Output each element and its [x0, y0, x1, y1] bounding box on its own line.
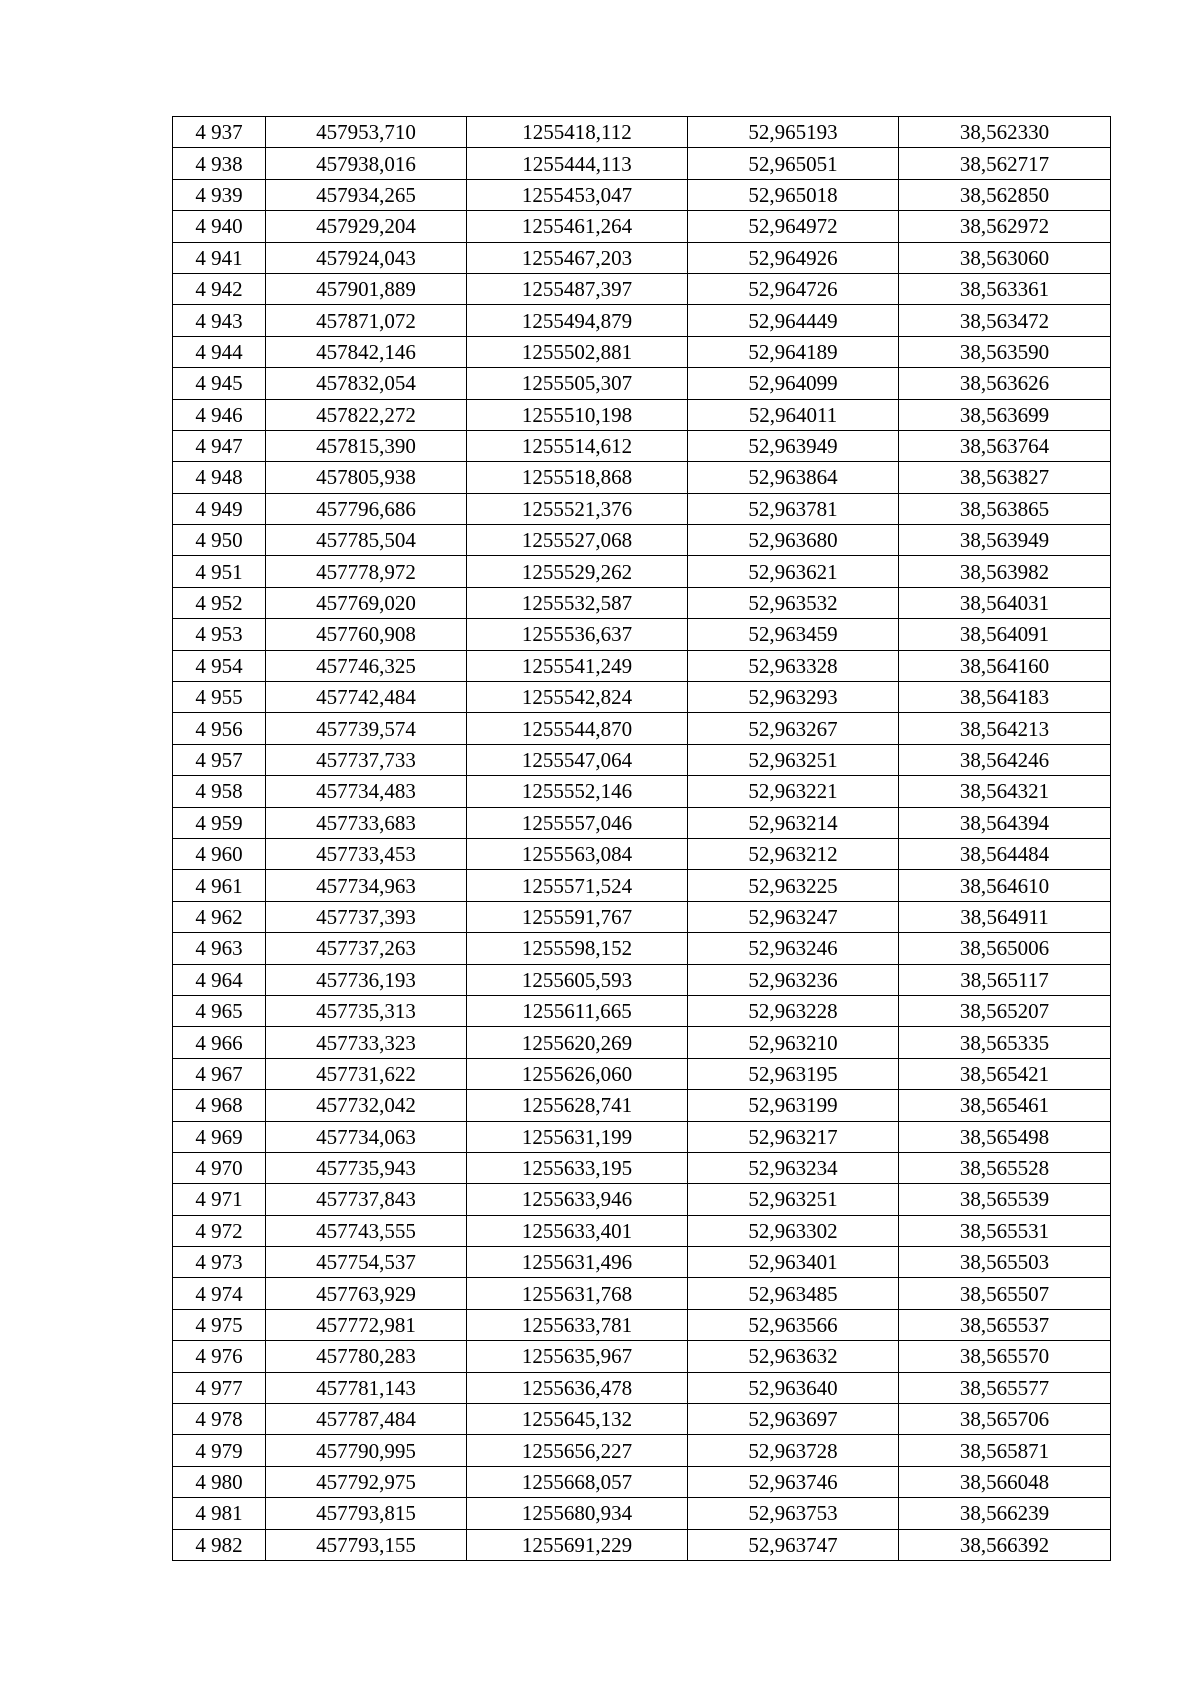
longitude-cell: 38,565335 — [899, 1027, 1111, 1058]
y-coordinate-cell: 1255532,587 — [467, 587, 688, 618]
latitude-cell: 52,963246 — [688, 933, 899, 964]
longitude-cell: 38,563764 — [899, 430, 1111, 461]
point-number-cell: 4 940 — [173, 211, 266, 242]
latitude-cell: 52,963212 — [688, 838, 899, 869]
latitude-cell: 52,963199 — [688, 1090, 899, 1121]
longitude-cell: 38,565207 — [899, 995, 1111, 1026]
x-coordinate-cell: 457732,042 — [266, 1090, 467, 1121]
latitude-cell: 52,963228 — [688, 995, 899, 1026]
table-row — [173, 807, 1111, 838]
latitude-cell: 52,963632 — [688, 1341, 899, 1372]
point-number-cell: 4 939 — [173, 179, 266, 210]
x-coordinate-cell: 457787,484 — [266, 1404, 467, 1435]
longitude-cell: 38,563982 — [899, 556, 1111, 587]
latitude-cell: 52,964726 — [688, 273, 899, 304]
x-coordinate-cell: 457735,313 — [266, 995, 467, 1026]
longitude-cell: 38,565577 — [899, 1372, 1111, 1403]
point-number-cell: 4 964 — [173, 964, 266, 995]
latitude-cell: 52,963781 — [688, 493, 899, 524]
point-number-cell: 4 953 — [173, 619, 266, 650]
longitude-cell: 38,564031 — [899, 587, 1111, 618]
x-coordinate-cell: 457924,043 — [266, 242, 467, 273]
longitude-cell: 38,565503 — [899, 1247, 1111, 1278]
table-row — [173, 1529, 1111, 1560]
y-coordinate-cell: 1255502,881 — [467, 336, 688, 367]
longitude-cell: 38,563699 — [899, 399, 1111, 430]
y-coordinate-cell: 1255536,637 — [467, 619, 688, 650]
longitude-cell: 38,564484 — [899, 838, 1111, 869]
latitude-cell: 52,963949 — [688, 430, 899, 461]
table-row — [173, 901, 1111, 932]
latitude-cell: 52,963621 — [688, 556, 899, 587]
table-row — [173, 1341, 1111, 1372]
table-row — [173, 1184, 1111, 1215]
point-number-cell: 4 956 — [173, 713, 266, 744]
y-coordinate-cell: 1255691,229 — [467, 1529, 688, 1560]
longitude-cell: 38,564321 — [899, 776, 1111, 807]
x-coordinate-cell: 457731,622 — [266, 1058, 467, 1089]
point-number-cell: 4 966 — [173, 1027, 266, 1058]
point-number-cell: 4 968 — [173, 1090, 266, 1121]
x-coordinate-cell: 457901,889 — [266, 273, 467, 304]
coordinates-table — [172, 116, 1111, 1561]
y-coordinate-cell: 1255563,084 — [467, 838, 688, 869]
point-number-cell: 4 957 — [173, 744, 266, 775]
latitude-cell: 52,963234 — [688, 1152, 899, 1183]
x-coordinate-cell: 457815,390 — [266, 430, 467, 461]
longitude-cell: 38,565570 — [899, 1341, 1111, 1372]
longitude-cell: 38,564911 — [899, 901, 1111, 932]
x-coordinate-cell: 457934,265 — [266, 179, 467, 210]
longitude-cell: 38,565531 — [899, 1215, 1111, 1246]
x-coordinate-cell: 457737,263 — [266, 933, 467, 964]
table-row — [173, 462, 1111, 493]
table-row — [173, 838, 1111, 869]
y-coordinate-cell: 1255527,068 — [467, 525, 688, 556]
y-coordinate-cell: 1255656,227 — [467, 1435, 688, 1466]
table-row — [173, 211, 1111, 242]
table-row — [173, 1309, 1111, 1340]
point-number-cell: 4 967 — [173, 1058, 266, 1089]
point-number-cell: 4 954 — [173, 650, 266, 681]
latitude-cell: 52,964099 — [688, 368, 899, 399]
table-row — [173, 870, 1111, 901]
y-coordinate-cell: 1255514,612 — [467, 430, 688, 461]
longitude-cell: 38,564213 — [899, 713, 1111, 744]
point-number-cell: 4 971 — [173, 1184, 266, 1215]
x-coordinate-cell: 457792,975 — [266, 1466, 467, 1497]
x-coordinate-cell: 457763,929 — [266, 1278, 467, 1309]
latitude-cell: 52,963247 — [688, 901, 899, 932]
point-number-cell: 4 947 — [173, 430, 266, 461]
y-coordinate-cell: 1255557,046 — [467, 807, 688, 838]
longitude-cell: 38,565706 — [899, 1404, 1111, 1435]
longitude-cell: 38,563060 — [899, 242, 1111, 273]
y-coordinate-cell: 1255633,781 — [467, 1309, 688, 1340]
point-number-cell: 4 941 — [173, 242, 266, 273]
x-coordinate-cell: 457733,453 — [266, 838, 467, 869]
point-number-cell: 4 975 — [173, 1309, 266, 1340]
latitude-cell: 52,963302 — [688, 1215, 899, 1246]
latitude-cell: 52,963214 — [688, 807, 899, 838]
latitude-cell: 52,964011 — [688, 399, 899, 430]
x-coordinate-cell: 457805,938 — [266, 462, 467, 493]
latitude-cell: 52,964926 — [688, 242, 899, 273]
table-row — [173, 556, 1111, 587]
longitude-cell: 38,564610 — [899, 870, 1111, 901]
point-number-cell: 4 980 — [173, 1466, 266, 1497]
table-row — [173, 148, 1111, 179]
point-number-cell: 4 955 — [173, 682, 266, 713]
table-row — [173, 1090, 1111, 1121]
longitude-cell: 38,565871 — [899, 1435, 1111, 1466]
table-row — [173, 1498, 1111, 1529]
longitude-cell: 38,565421 — [899, 1058, 1111, 1089]
table-row — [173, 933, 1111, 964]
x-coordinate-cell: 457754,537 — [266, 1247, 467, 1278]
longitude-cell: 38,562330 — [899, 117, 1111, 148]
x-coordinate-cell: 457822,272 — [266, 399, 467, 430]
latitude-cell: 52,964972 — [688, 211, 899, 242]
table-row — [173, 587, 1111, 618]
y-coordinate-cell: 1255541,249 — [467, 650, 688, 681]
table-row — [173, 995, 1111, 1026]
point-number-cell: 4 944 — [173, 336, 266, 367]
latitude-cell: 52,963640 — [688, 1372, 899, 1403]
x-coordinate-cell: 457734,963 — [266, 870, 467, 901]
y-coordinate-cell: 1255626,060 — [467, 1058, 688, 1089]
longitude-cell: 38,564091 — [899, 619, 1111, 650]
latitude-cell: 52,965193 — [688, 117, 899, 148]
longitude-cell: 38,565537 — [899, 1309, 1111, 1340]
latitude-cell: 52,963532 — [688, 587, 899, 618]
latitude-cell: 52,963267 — [688, 713, 899, 744]
longitude-cell: 38,563472 — [899, 305, 1111, 336]
latitude-cell: 52,965018 — [688, 179, 899, 210]
table-row — [173, 368, 1111, 399]
latitude-cell: 52,963680 — [688, 525, 899, 556]
latitude-cell: 52,963236 — [688, 964, 899, 995]
latitude-cell: 52,963746 — [688, 1466, 899, 1497]
table-row — [173, 273, 1111, 304]
point-number-cell: 4 974 — [173, 1278, 266, 1309]
latitude-cell: 52,963221 — [688, 776, 899, 807]
x-coordinate-cell: 457832,054 — [266, 368, 467, 399]
table-row — [173, 713, 1111, 744]
point-number-cell: 4 948 — [173, 462, 266, 493]
table-row — [173, 1152, 1111, 1183]
point-number-cell: 4 945 — [173, 368, 266, 399]
table-row — [173, 242, 1111, 273]
coordinates-table-body — [173, 117, 1111, 1561]
longitude-cell: 38,563361 — [899, 273, 1111, 304]
x-coordinate-cell: 457736,193 — [266, 964, 467, 995]
point-number-cell: 4 977 — [173, 1372, 266, 1403]
latitude-cell: 52,963747 — [688, 1529, 899, 1560]
table-row — [173, 1404, 1111, 1435]
table-row — [173, 430, 1111, 461]
longitude-cell: 38,564394 — [899, 807, 1111, 838]
point-number-cell: 4 961 — [173, 870, 266, 901]
y-coordinate-cell: 1255631,768 — [467, 1278, 688, 1309]
x-coordinate-cell: 457769,020 — [266, 587, 467, 618]
table-row — [173, 305, 1111, 336]
y-coordinate-cell: 1255461,264 — [467, 211, 688, 242]
latitude-cell: 52,963251 — [688, 1184, 899, 1215]
longitude-cell: 38,564183 — [899, 682, 1111, 713]
y-coordinate-cell: 1255521,376 — [467, 493, 688, 524]
x-coordinate-cell: 457743,555 — [266, 1215, 467, 1246]
table-row — [173, 650, 1111, 681]
longitude-cell: 38,565507 — [899, 1278, 1111, 1309]
longitude-cell: 38,563949 — [899, 525, 1111, 556]
table-row — [173, 776, 1111, 807]
point-number-cell: 4 946 — [173, 399, 266, 430]
longitude-cell: 38,565117 — [899, 964, 1111, 995]
table-row — [173, 1027, 1111, 1058]
table-row — [173, 682, 1111, 713]
point-number-cell: 4 972 — [173, 1215, 266, 1246]
x-coordinate-cell: 457772,981 — [266, 1309, 467, 1340]
x-coordinate-cell: 457746,325 — [266, 650, 467, 681]
longitude-cell: 38,562972 — [899, 211, 1111, 242]
latitude-cell: 52,963195 — [688, 1058, 899, 1089]
latitude-cell: 52,963864 — [688, 462, 899, 493]
longitude-cell: 38,565498 — [899, 1121, 1111, 1152]
y-coordinate-cell: 1255418,112 — [467, 117, 688, 148]
y-coordinate-cell: 1255598,152 — [467, 933, 688, 964]
point-number-cell: 4 976 — [173, 1341, 266, 1372]
longitude-cell: 38,565006 — [899, 933, 1111, 964]
x-coordinate-cell: 457737,843 — [266, 1184, 467, 1215]
x-coordinate-cell: 457734,063 — [266, 1121, 467, 1152]
y-coordinate-cell: 1255620,269 — [467, 1027, 688, 1058]
y-coordinate-cell: 1255645,132 — [467, 1404, 688, 1435]
x-coordinate-cell: 457733,323 — [266, 1027, 467, 1058]
y-coordinate-cell: 1255453,047 — [467, 179, 688, 210]
y-coordinate-cell: 1255529,262 — [467, 556, 688, 587]
longitude-cell: 38,563827 — [899, 462, 1111, 493]
point-number-cell: 4 960 — [173, 838, 266, 869]
longitude-cell: 38,562717 — [899, 148, 1111, 179]
longitude-cell: 38,564246 — [899, 744, 1111, 775]
table-row — [173, 1058, 1111, 1089]
y-coordinate-cell: 1255631,496 — [467, 1247, 688, 1278]
y-coordinate-cell: 1255467,203 — [467, 242, 688, 273]
x-coordinate-cell: 457780,283 — [266, 1341, 467, 1372]
point-number-cell: 4 962 — [173, 901, 266, 932]
x-coordinate-cell: 457796,686 — [266, 493, 467, 524]
x-coordinate-cell: 457785,504 — [266, 525, 467, 556]
table-row — [173, 1121, 1111, 1152]
point-number-cell: 4 951 — [173, 556, 266, 587]
point-number-cell: 4 982 — [173, 1529, 266, 1560]
y-coordinate-cell: 1255668,057 — [467, 1466, 688, 1497]
y-coordinate-cell: 1255544,870 — [467, 713, 688, 744]
x-coordinate-cell: 457778,972 — [266, 556, 467, 587]
table-row — [173, 399, 1111, 430]
y-coordinate-cell: 1255611,665 — [467, 995, 688, 1026]
table-row — [173, 117, 1111, 148]
longitude-cell: 38,563865 — [899, 493, 1111, 524]
table-row — [173, 1247, 1111, 1278]
x-coordinate-cell: 457842,146 — [266, 336, 467, 367]
table-row — [173, 1278, 1111, 1309]
latitude-cell: 52,963459 — [688, 619, 899, 650]
table-row — [173, 493, 1111, 524]
latitude-cell: 52,963401 — [688, 1247, 899, 1278]
y-coordinate-cell: 1255552,146 — [467, 776, 688, 807]
latitude-cell: 52,963697 — [688, 1404, 899, 1435]
x-coordinate-cell: 457760,908 — [266, 619, 467, 650]
point-number-cell: 4 978 — [173, 1404, 266, 1435]
y-coordinate-cell: 1255571,524 — [467, 870, 688, 901]
longitude-cell: 38,565528 — [899, 1152, 1111, 1183]
x-coordinate-cell: 457953,710 — [266, 117, 467, 148]
latitude-cell: 52,963485 — [688, 1278, 899, 1309]
point-number-cell: 4 979 — [173, 1435, 266, 1466]
table-row — [173, 1372, 1111, 1403]
y-coordinate-cell: 1255605,593 — [467, 964, 688, 995]
table-row — [173, 1466, 1111, 1497]
y-coordinate-cell: 1255494,879 — [467, 305, 688, 336]
table-row — [173, 744, 1111, 775]
y-coordinate-cell: 1255633,195 — [467, 1152, 688, 1183]
table-row — [173, 336, 1111, 367]
longitude-cell: 38,563626 — [899, 368, 1111, 399]
longitude-cell: 38,565461 — [899, 1090, 1111, 1121]
point-number-cell: 4 952 — [173, 587, 266, 618]
y-coordinate-cell: 1255542,824 — [467, 682, 688, 713]
table-row — [173, 619, 1111, 650]
latitude-cell: 52,963566 — [688, 1309, 899, 1340]
point-number-cell: 4 949 — [173, 493, 266, 524]
point-number-cell: 4 965 — [173, 995, 266, 1026]
y-coordinate-cell: 1255505,307 — [467, 368, 688, 399]
table-row — [173, 1435, 1111, 1466]
latitude-cell: 52,963293 — [688, 682, 899, 713]
point-number-cell: 4 970 — [173, 1152, 266, 1183]
y-coordinate-cell: 1255591,767 — [467, 901, 688, 932]
x-coordinate-cell: 457737,733 — [266, 744, 467, 775]
longitude-cell: 38,566392 — [899, 1529, 1111, 1560]
latitude-cell: 52,963251 — [688, 744, 899, 775]
point-number-cell: 4 958 — [173, 776, 266, 807]
x-coordinate-cell: 457742,484 — [266, 682, 467, 713]
y-coordinate-cell: 1255680,934 — [467, 1498, 688, 1529]
x-coordinate-cell: 457734,483 — [266, 776, 467, 807]
longitude-cell: 38,566048 — [899, 1466, 1111, 1497]
y-coordinate-cell: 1255631,199 — [467, 1121, 688, 1152]
y-coordinate-cell: 1255518,868 — [467, 462, 688, 493]
latitude-cell: 52,963328 — [688, 650, 899, 681]
y-coordinate-cell: 1255636,478 — [467, 1372, 688, 1403]
y-coordinate-cell: 1255487,397 — [467, 273, 688, 304]
x-coordinate-cell: 457735,943 — [266, 1152, 467, 1183]
x-coordinate-cell: 457793,815 — [266, 1498, 467, 1529]
longitude-cell: 38,566239 — [899, 1498, 1111, 1529]
x-coordinate-cell: 457929,204 — [266, 211, 467, 242]
y-coordinate-cell: 1255635,967 — [467, 1341, 688, 1372]
x-coordinate-cell: 457938,016 — [266, 148, 467, 179]
x-coordinate-cell: 457790,995 — [266, 1435, 467, 1466]
x-coordinate-cell: 457793,155 — [266, 1529, 467, 1560]
latitude-cell: 52,963225 — [688, 870, 899, 901]
table-row — [173, 525, 1111, 556]
longitude-cell: 38,565539 — [899, 1184, 1111, 1215]
x-coordinate-cell: 457871,072 — [266, 305, 467, 336]
y-coordinate-cell: 1255547,064 — [467, 744, 688, 775]
point-number-cell: 4 938 — [173, 148, 266, 179]
point-number-cell: 4 973 — [173, 1247, 266, 1278]
point-number-cell: 4 950 — [173, 525, 266, 556]
point-number-cell: 4 959 — [173, 807, 266, 838]
latitude-cell: 52,964189 — [688, 336, 899, 367]
y-coordinate-cell: 1255510,198 — [467, 399, 688, 430]
latitude-cell: 52,964449 — [688, 305, 899, 336]
y-coordinate-cell: 1255633,401 — [467, 1215, 688, 1246]
point-number-cell: 4 942 — [173, 273, 266, 304]
y-coordinate-cell: 1255444,113 — [467, 148, 688, 179]
latitude-cell: 52,965051 — [688, 148, 899, 179]
table-row — [173, 1215, 1111, 1246]
x-coordinate-cell: 457739,574 — [266, 713, 467, 744]
point-number-cell: 4 963 — [173, 933, 266, 964]
x-coordinate-cell: 457737,393 — [266, 901, 467, 932]
x-coordinate-cell: 457733,683 — [266, 807, 467, 838]
longitude-cell: 38,564160 — [899, 650, 1111, 681]
x-coordinate-cell: 457781,143 — [266, 1372, 467, 1403]
longitude-cell: 38,562850 — [899, 179, 1111, 210]
y-coordinate-cell: 1255633,946 — [467, 1184, 688, 1215]
latitude-cell: 52,963753 — [688, 1498, 899, 1529]
point-number-cell: 4 981 — [173, 1498, 266, 1529]
table-row — [173, 964, 1111, 995]
latitude-cell: 52,963210 — [688, 1027, 899, 1058]
point-number-cell: 4 943 — [173, 305, 266, 336]
longitude-cell: 38,563590 — [899, 336, 1111, 367]
latitude-cell: 52,963217 — [688, 1121, 899, 1152]
table-row — [173, 179, 1111, 210]
latitude-cell: 52,963728 — [688, 1435, 899, 1466]
point-number-cell: 4 969 — [173, 1121, 266, 1152]
y-coordinate-cell: 1255628,741 — [467, 1090, 688, 1121]
point-number-cell: 4 937 — [173, 117, 266, 148]
